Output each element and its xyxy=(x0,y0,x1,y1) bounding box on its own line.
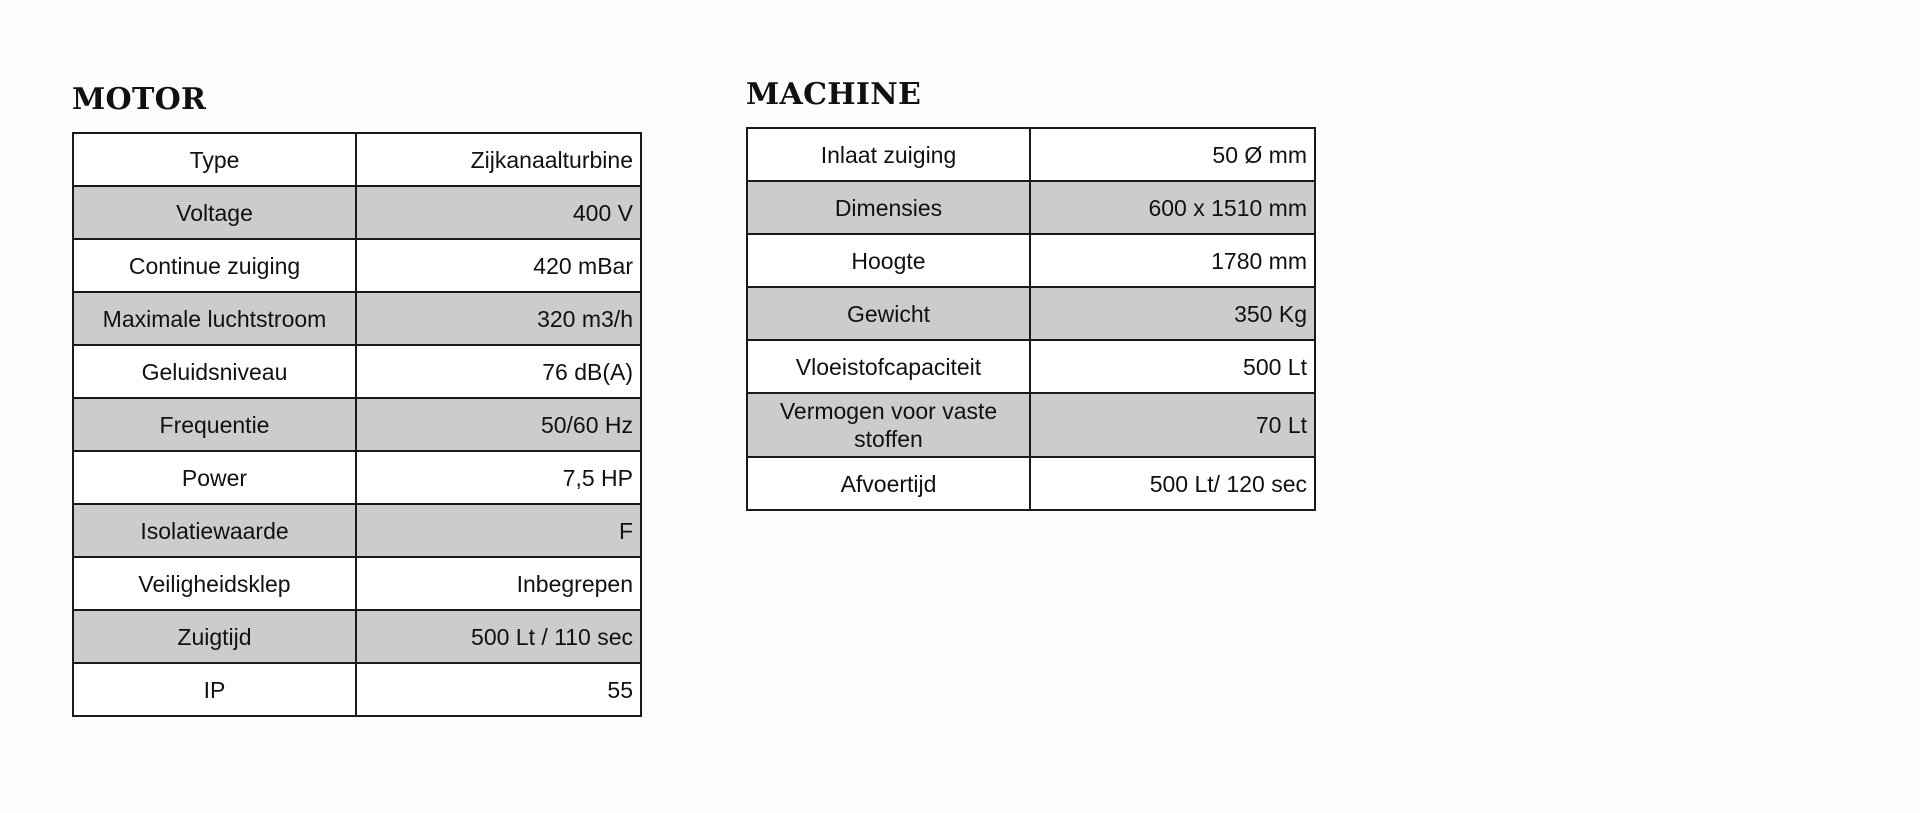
spec-value: 7,5 HP xyxy=(356,451,641,504)
table-row xyxy=(747,340,1315,393)
table-row xyxy=(747,393,1315,457)
spec-value: 500 Lt xyxy=(1030,340,1315,393)
table-row xyxy=(73,610,641,663)
table-row xyxy=(73,133,641,186)
machine-section xyxy=(746,77,1316,511)
spec-value: 70 Lt xyxy=(1030,393,1315,457)
motor-title: MOTOR xyxy=(72,82,207,117)
spec-value: 76 dB(A) xyxy=(356,345,641,398)
table-row xyxy=(747,287,1315,340)
table-row xyxy=(747,128,1315,181)
machine-title: MACHINE xyxy=(746,77,922,112)
spec-value: 320 m3/h xyxy=(356,292,641,345)
spec-label: Hoogte xyxy=(747,234,1030,287)
spec-label: Geluidsniveau xyxy=(73,345,356,398)
spec-label: Type xyxy=(73,133,356,186)
table-row xyxy=(73,557,641,610)
spec-label: Power xyxy=(73,451,356,504)
spec-label: IP xyxy=(73,663,356,716)
table-row xyxy=(73,504,641,557)
spec-label: Voltage xyxy=(73,186,356,239)
spec-label: Continue zuiging xyxy=(73,239,356,292)
table-row xyxy=(73,345,641,398)
table-row xyxy=(747,181,1315,234)
table-row xyxy=(747,234,1315,287)
spec-value: 50 Ø mm xyxy=(1030,128,1315,181)
spec-value: Inbegrepen xyxy=(356,557,641,610)
table-row xyxy=(73,398,641,451)
spec-value: F xyxy=(356,504,641,557)
table-row xyxy=(73,663,641,716)
spec-value: 600 x 1510 mm xyxy=(1030,181,1315,234)
spec-label: Inlaat zuiging xyxy=(747,128,1030,181)
spec-label: Vloeistofcapaciteit xyxy=(747,340,1030,393)
spec-value: 50/60 Hz xyxy=(356,398,641,451)
motor-section xyxy=(72,82,642,717)
spec-value: 400 V xyxy=(356,186,641,239)
spec-value: 500 Lt/ 120 sec xyxy=(1030,457,1315,510)
table-row xyxy=(73,292,641,345)
spec-value: 55 xyxy=(356,663,641,716)
spec-label: Veiligheidsklep xyxy=(73,557,356,610)
machine-spec-table xyxy=(746,127,1316,511)
spec-label: Isolatiewaarde xyxy=(73,504,356,557)
spec-value: 350 Kg xyxy=(1030,287,1315,340)
table-row xyxy=(747,457,1315,510)
spec-label: Vermogen voor vaste stoffen xyxy=(747,393,1030,457)
spec-value: 1780 mm xyxy=(1030,234,1315,287)
spec-label: Frequentie xyxy=(73,398,356,451)
spec-value: 420 mBar xyxy=(356,239,641,292)
table-row xyxy=(73,186,641,239)
spec-value: Zijkanaalturbine xyxy=(356,133,641,186)
spec-value: 500 Lt / 110 sec xyxy=(356,610,641,663)
motor-spec-table xyxy=(72,132,642,717)
spec-label: Maximale luchtstroom xyxy=(73,292,356,345)
spec-label: Afvoertijd xyxy=(747,457,1030,510)
table-row xyxy=(73,451,641,504)
table-row xyxy=(73,239,641,292)
spec-label: Dimensies xyxy=(747,181,1030,234)
spec-label: Zuigtijd xyxy=(73,610,356,663)
spec-label: Gewicht xyxy=(747,287,1030,340)
